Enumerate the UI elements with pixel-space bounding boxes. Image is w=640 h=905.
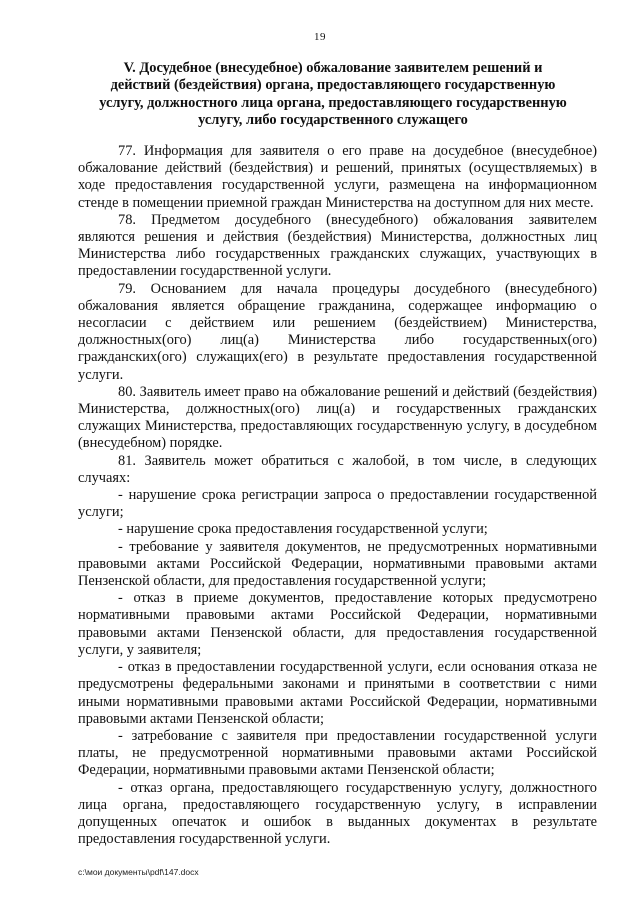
- footer-file-path: c:\мои документы\pdf\147.docx: [78, 867, 199, 877]
- list-item: - нарушение срока предоставления государственной услуги;: [118, 521, 488, 538]
- list-item: - отказ в приеме документов, предоставление которых предусмотрено нормативными правовыми актами Российской Федерации, нормативными правовыми актами Пензенской области, для предоставления государственной услуги, у заявителя;: [78, 590, 597, 658]
- list-item: - отказ в предоставлении государственной услуги, если основания отказа не предусмотрены федеральными законами и принятыми в соответствии с ними иными нормативными правовыми актами Российской Федерации, нормативными правовыми актами Пензенской области;: [78, 659, 597, 727]
- list-item: - нарушение срока регистрации запроса о предоставлении государственной услуги;: [78, 487, 597, 521]
- list-item: - затребование с заявителя при предоставлении государственной услуги платы, не предусмотренной нормативными правовыми актами Российской Федерации, нормативными правовыми актами Пензенской области;: [78, 727, 597, 779]
- section-title-line: услугу, должностного лица органа, предоставляющего государственную: [99, 94, 567, 111]
- list-item: - отказ органа, предоставляющего государственную услугу, должностного лица органа, предоставляющего государственную услугу, в исправлении допущенных опечаток и ошибок в выданных документах в результате предоставления государственной услуги.: [78, 779, 597, 848]
- section-title: [78, 60, 588, 130]
- paragraph-81: 81. Заявитель может обратиться с жалобой, в том числе, в следующих случаях:: [78, 452, 597, 486]
- paragraph-80: 80. Заявитель имеет право на обжалование решений и действий (бездействия) Министерства, должностных(ого) лиц(а) и государственных гражданских служащих Министерства, предоставляющих государственную услугу, в досудебном (внесудебном) порядке.: [78, 383, 597, 452]
- section-title-line: V. Досудебное (внесудебное) обжалование заявителем решений и: [123, 60, 543, 76]
- list-item: - требование у заявителя документов, не предусмотренных нормативными правовыми актами Российской Федерации, нормативными правовыми актами Пензенской области, для предоставления государственной услуги;: [78, 538, 597, 590]
- paragraph-77: 77. Информация для заявителя о его праве на досудебное (внесудебное) обжалование действий (бездействия) и решений, принятых (осуществляемых) в ходе предоставления государственной услуги, размещена на информационном стенде в помещении приемной граждан Министерства на доступном для них месте.: [78, 143, 597, 211]
- section-title-line: действий (бездействия) органа, предоставляющего государственную: [110, 77, 556, 94]
- section-title-line: услугу, либо государственного служащего: [198, 112, 468, 129]
- document-body: [78, 143, 597, 848]
- page-number: 19: [314, 31, 326, 43]
- paragraph-78: 78. Предметом досудебного (внесудебного) обжалования заявителем являются решения и действия (бездействия) Министерства, должностных лиц Министерства либо государственных гражданских служащих, участвующих в предоставлении государственной услуги.: [78, 211, 597, 280]
- paragraph-79: 79. Основанием для начала процедуры досудебного (внесудебного) обжалования является обращение гражданина, содержащее информацию о несогласии с действием или решением (бездействием) Министерства, должностных(ого) лиц(а) Министерства либо государственных(ого) гражданских(ого) служащих(его) в результате предоставления государственной услуги.: [78, 280, 597, 383]
